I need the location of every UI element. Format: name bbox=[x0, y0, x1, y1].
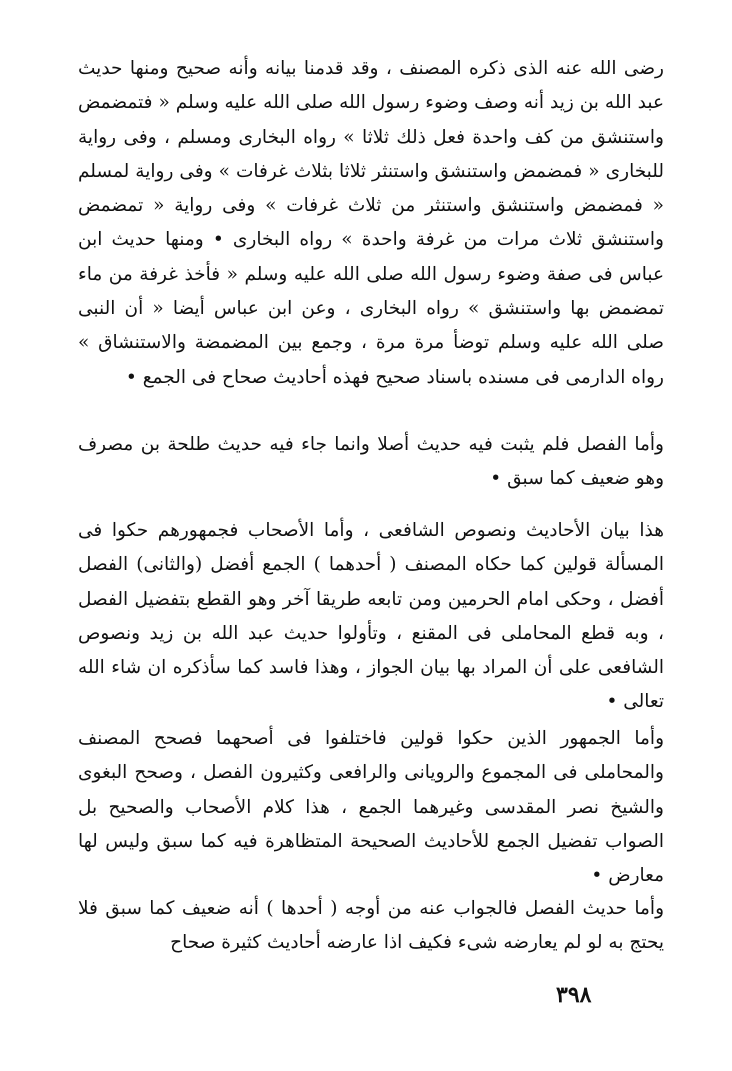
paragraph-text: وأما الجمهور الذين حكوا قولين فاختلفوا فى أصحهما فصحح المصنف والمحاملى فى المجموع والرويانى والرافعى وكثيرون الفصل ، وصحح البغوى والشيخ نصر المقدسى وغيرهما الجمع ، هذا كلام الأصحاب والصحيح بل الصواب تفضيل الجمع للأحاديث الصحيحة المتظاهرة فيه كما سبق وليس لها معارض • bbox=[78, 728, 664, 887]
paragraph-text: رضى الله عنه الذى ذكره المصنف ، وقد قدمنا بيانه وأنه صحيح ومنها حديث عبد الله بن زيد أنه وصف وضوء رسول الله صلى الله عليه وسلم « فتمضمض واستنشق من كف واحدة فعل ذلك ثلاثا » رواه البخارى ومسلم ، وفى رواية للبخارى « فمضمض واستنشق واستنثر ثلاثا بثلاث غرفات » وفى رواية لمسلم « فمضمض واستنشق واستنثر من ثلاث غرفات » وفى رواية « تمضمض واستنشق ثلاث مرات من غرفة واحدة » رواه البخارى • ومنها حديث ابن عباس فى صفة وضوء رسول الله صلى الله عليه وسلم « فأخذ غرفة من ماء تمضمض بها واستنشق » رواه البخارى ، وعن ابن عباس أيضا « أن النبى صلى الله عليه وسلم توضأ مرة مرة ، وجمع بين المضمضة والاستنشاق » رواه الدارمى فى مسنده باسناد صحيح فهذه أحاديث صحاح فى الجمع • bbox=[78, 58, 664, 388]
paragraph-text: وأما الفصل فلم يثبت فيه حديث أصلا وانما جاء فيه حديث طلحة بن مصرف وهو ضعيف كما سبق • bbox=[78, 434, 664, 490]
page-number: ٣٩٨ bbox=[556, 982, 592, 1008]
paragraph-2 bbox=[78, 428, 664, 497]
paragraph-5 bbox=[78, 892, 664, 961]
paragraph-1 bbox=[78, 52, 664, 395]
paragraph-4 bbox=[78, 722, 664, 893]
paragraph-3 bbox=[78, 514, 664, 720]
paragraph-text: وأما حديث الفصل فالجواب عنه من أوجه ( أحدها ) أنه ضعيف كما سبق فلا يحتج به لو لم يعارضه شىء فكيف اذا عارضه أحاديث كثيرة صحاح bbox=[78, 898, 664, 954]
paragraph-text: هذا بيان الأحاديث ونصوص الشافعى ، وأما الأصحاب فجمهورهم حكوا فى المسألة قولين كما حكاه المصنف ( أحدهما ) الجمع أفضل (والثانى) الفصل أفضل ، وحكى امام الحرمين ومن تابعه طريقا آخر وهو القطع بتفضيل الفصل ، وبه قطع المحاملى فى المقنع ، وتأولوا حديث عبد الله بن زيد ونصوص الشافعى على أن المراد بها بيان الجواز ، وهذا فاسد كما سأذكره ان شاء الله تعالى • bbox=[78, 520, 664, 713]
